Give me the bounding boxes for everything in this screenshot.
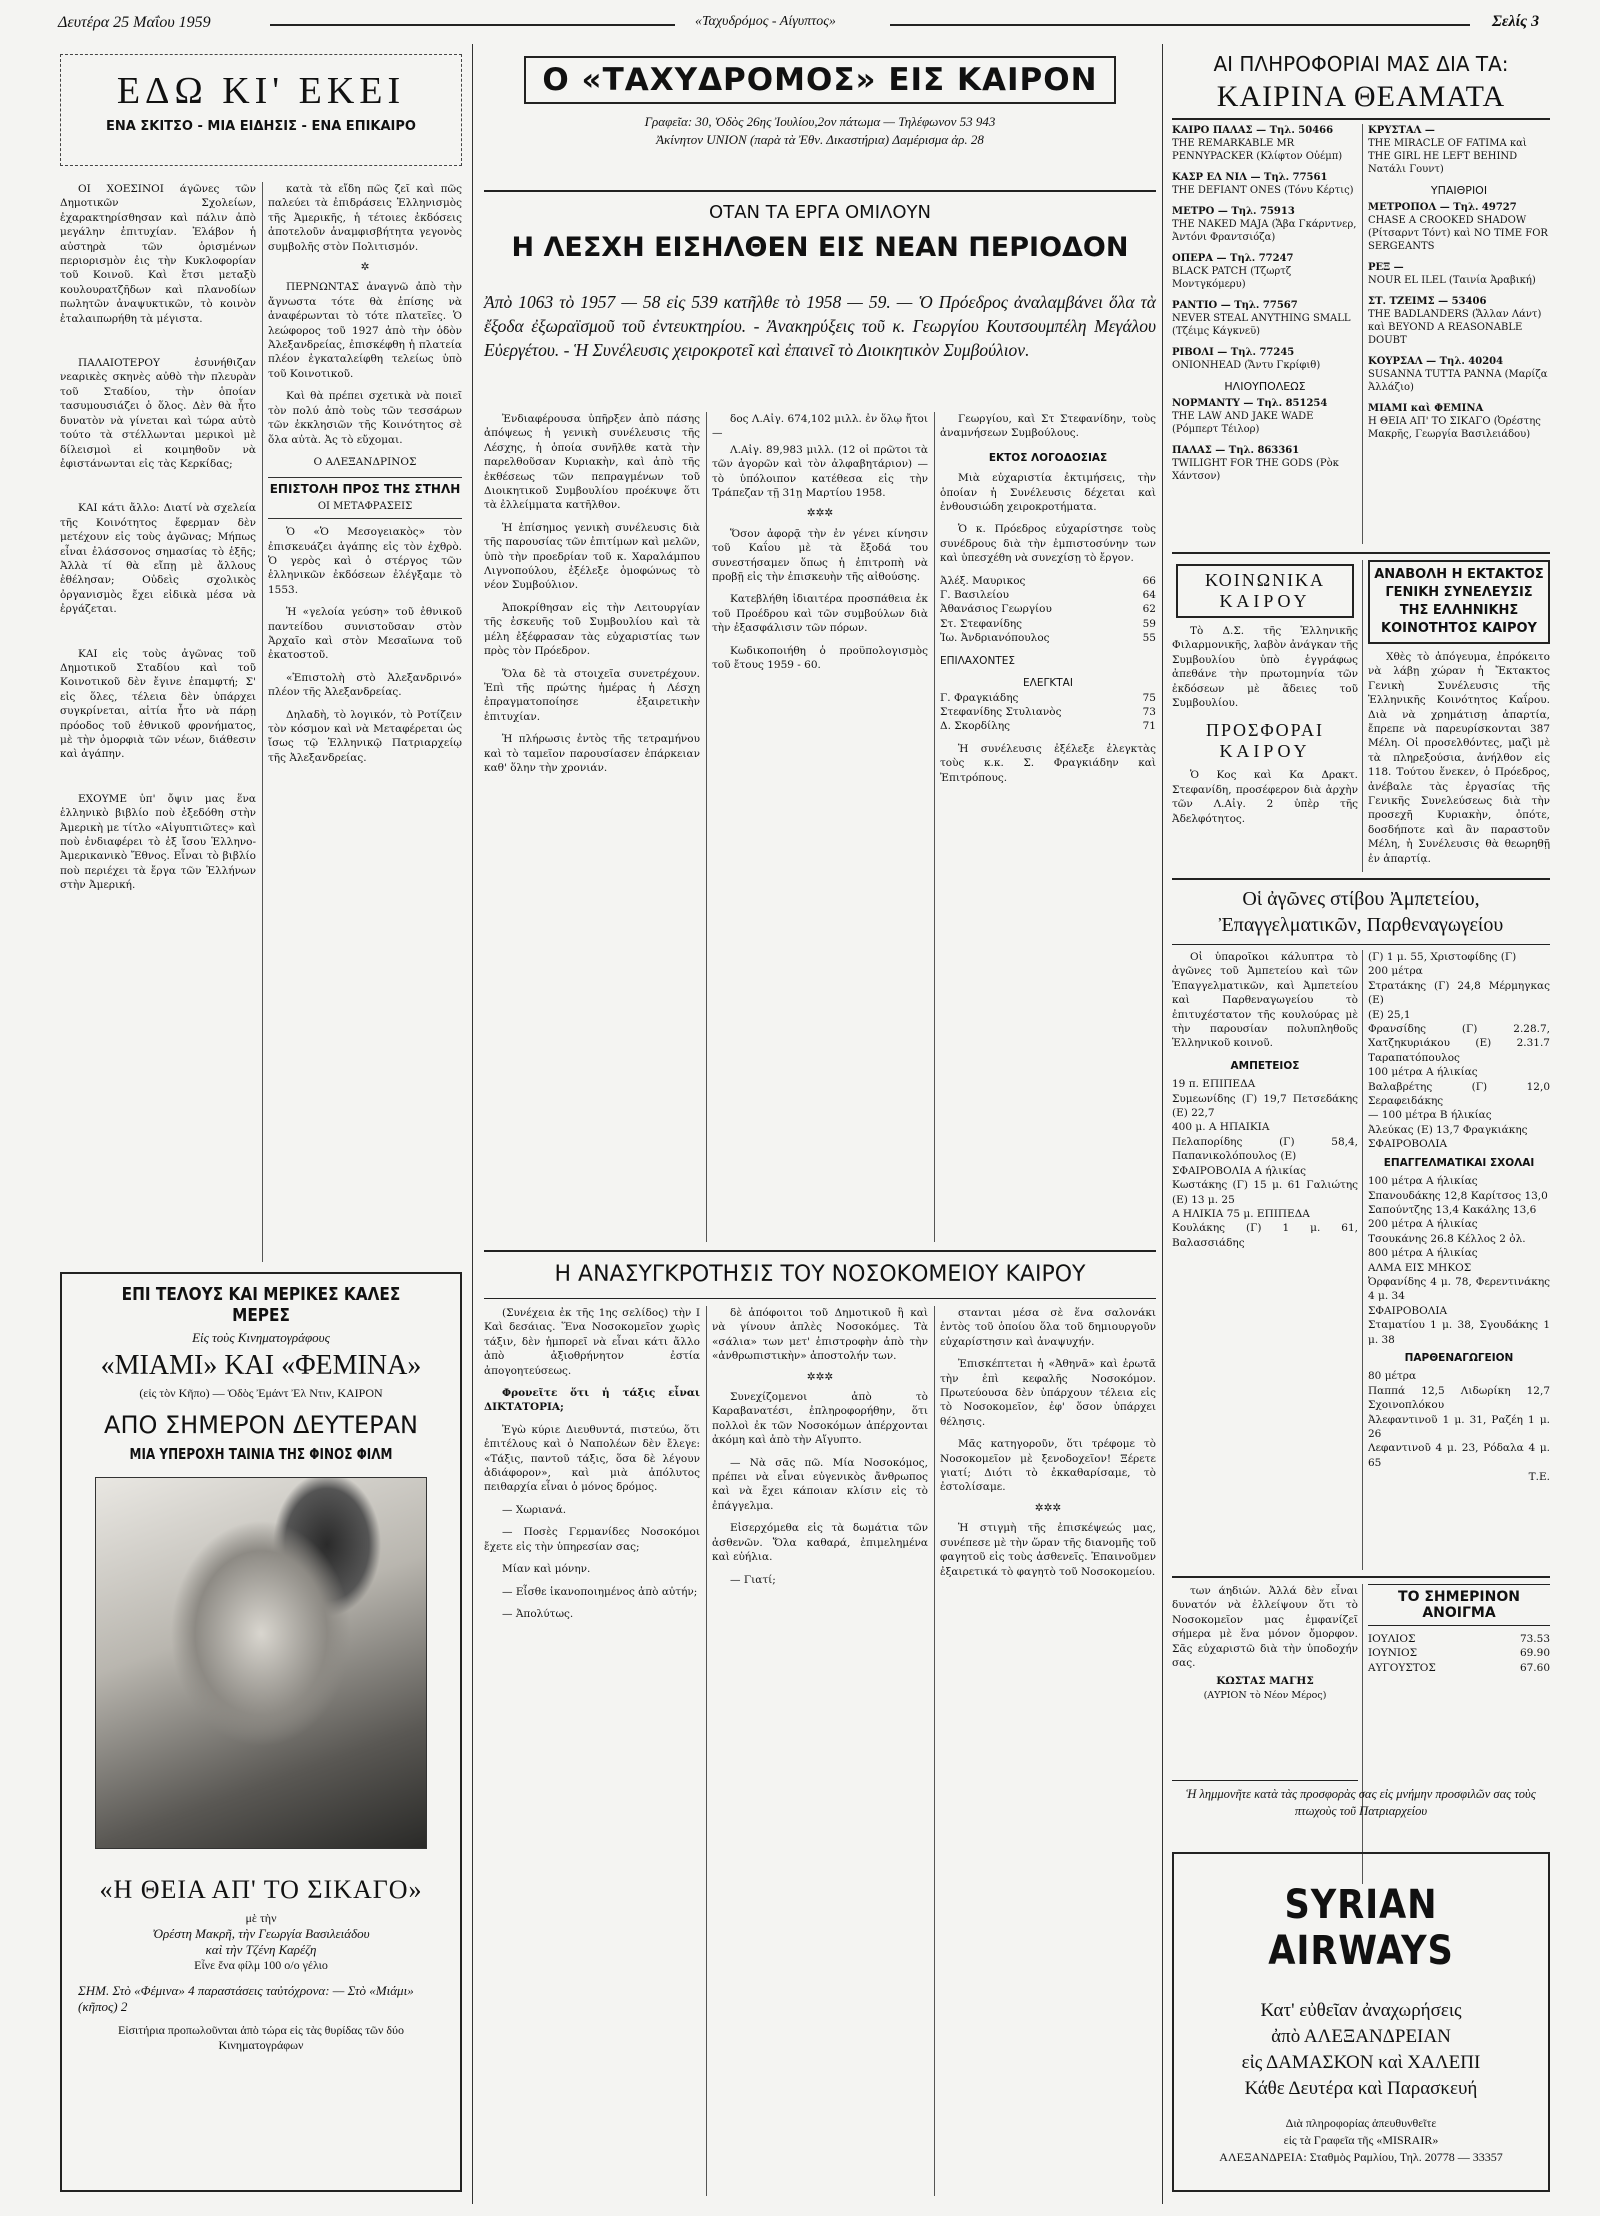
nosok-paragraph: (Συνέχεια ἐκ τῆς 1ης σελίδος) τὴν Ι Καὶ δεσάιας. Ἕνα Νοσοκομεῖον χωρὶς τάξιν, δὲν ἠμπορεῖ νὰ εἶναι κάτι ἄλλο ἀπὸ ἀξιοθρήνητον ἐστία ἀπογοητεύσεως. <box>484 1307 700 1377</box>
lesxi-paragraph: Ἡ πλήρωσις ἐντὸς τῆς τετραμήνου καὶ τὸ ταμεῖον παρουσίασεν ἐπάρκειαν καθ' ὅλην τὴν χρονιάν. <box>484 733 700 774</box>
airline-line-1: Κατ' εὐθεῖαν ἀναχωρήσεις <box>1260 2000 1462 2021</box>
nosok-paragraph: — Νὰ σᾶς πῶ. Μία Νοσοκόμος, πρέπει νὰ εἶναι εὐγενικὸς ἄνθρωπος καὶ νὰ ἔχει κάποιαν κλίσιν εἰς τὸ ἐπάγγελμα. <box>712 1456 928 1512</box>
column-divider <box>1362 124 1363 544</box>
ad-cast-4: Εἶνε ἕνα φίλμ 100 ο/ο γέλιο <box>194 1958 328 1972</box>
agones-row: Σταματίου 1 μ. 38, Σγουδάκης 1 μ. 38 <box>1368 1319 1550 1346</box>
section-rule <box>1172 552 1550 554</box>
market-row: ΙΟΥΝΙΟΣ 69.90 <box>1368 1647 1550 1660</box>
page-number: Σελίς 3 <box>1492 13 1540 30</box>
agones-row: Λεφαντινοῦ 4 μ. 23, Ρόδαλα 4 μ. 65 <box>1368 1442 1550 1469</box>
cinema-ad <box>60 1272 462 2192</box>
issue-date: Δευτέρα 25 Μαΐου 1959 <box>58 14 211 31</box>
edo-paragraph: ΠΕΡΝΩΝΤΑΣ ἀναγνῶ ἀπὸ τὴν ἄγνωστα τότε θὰ ἐπίσης νὰ ἀναφέρωνται τὸ τότε πλατεῖες. Ὁ λεώφορος τοῦ 1927 ἀπὸ τὴν ὁδὸν Ἀλεξανδρείας, ἐπισκέφθη ἡ πλατεία πλέον ἐγκαταλείφθη τελείως ὑπὸ τοῦ Κοινοτικοῦ. <box>268 281 462 380</box>
edo-paragraph: Καὶ θὰ πρέπει σχετικὰ νὰ ποιεῖ τὸν πολύ ἀπὸ τοὺς τῶν τεσσάρων τῶν ἐκκλησιῶν τῆς Κοινότητος σὲ ὅλα αὐτὰ. Ἀς τὸ εὔχομαι. <box>268 390 462 446</box>
agones-row: 80 μέτρα <box>1368 1370 1417 1383</box>
masthead <box>0 0 1600 36</box>
ad-subtitle: ΜΙΑ ΥΠΕΡΟΧΗ ΤΑΙΝΙΑ ΤΗΣ ΦΙΝΟΣ ΦΙΛΜ <box>129 1445 393 1463</box>
agones-headline-2: Ἐπαγγελματικῶν, Παρθεναγωγείου <box>1218 914 1504 936</box>
cinema-entry: ΡΑΝΤΙΟ — Τηλ. 77567 NEVER STEAL ANYTHING SMALL (Τζέιμς Κάγκνεϋ) <box>1172 300 1351 337</box>
cinema-entry: ΜΕΤΡΟ — Τηλ. 75913 THE NAKED MAJA (Ἄβα Γκάρντνερ, Ἀντόνι Φραντσιόζα) <box>1172 206 1357 243</box>
agones-intro: Οἱ ὑπαροῖκοι κάλυπτρα τὸ ἀγῶνες τοῦ Ἀμπετείου καὶ τῶν Ἐπαγγελματικῶν, καὶ Ἀμπετείου καὶ Παρθεναγωγείου τὸ ἐπιτυχέστατον τῆς κουλούρας μὲ τὴν παρουσίαν πολυπληθοῦς Ἑλληνικοῦ κοινοῦ. <box>1172 951 1358 1050</box>
nosok-paragraph: — Χωριανά. <box>502 1503 567 1516</box>
ektos-title: ΕΚΤΟΣ ΛΟΓΟΔΟΣΙΑΣ <box>988 451 1108 464</box>
edo-signature: Ο ΑΛΕΞΑΝΔΡΙΝΟΣ <box>313 455 417 468</box>
taxydromos-title: Ο «ΤΑΧΥΔΡΟΜΟΣ» ΕΙΣ ΚΑΙΡΟΝ <box>542 62 1098 98</box>
nosokomeio-column-2 <box>712 1306 928 2196</box>
epistolh-paragraph: Ὁ «Ὁ Μεσογειακὸς» τὸν ἐπισκευάζει ἀγάπης εἰς τὸν ἐχθρὸ. Ὁ γερὸς καὶ ὁ στέργος τῶν ἑλληνικῶν ἐκδόσεων ἐλέγξαμε τὸ 1553. <box>268 526 462 596</box>
lesxi-paragraph: Ἐνδιαφέρουσα ὑπῆρξεν ἀπὸ πάσης ἀπόψεως ἡ γενικὴ συνέλευσις τῆς Λέσχης, ἡ ὁποία συνῆλθε κατὰ τὴν παρελθοῦσαν Κυριακὴν, καὶ ἀπὸ τῆς ἐκθέσεως τῶν πεπραγμένων τοῦ Διοικητικοῦ Συμβουλίου προέκυψε ὅτι τὰ ἐλλείμματα κατῆλθον. <box>484 413 700 512</box>
ampeteios-row: 19 π. ΕΠΙΠΕΔΑ <box>1172 1078 1256 1091</box>
ypaithrioi-title: ΥΠΑΙΘΡΙΟΙ <box>1430 184 1488 197</box>
result-row: Γ. Βασιλείου 64 <box>940 589 1156 602</box>
section-rule <box>484 1250 1156 1252</box>
anaboli-paragraph: Χθὲς τὸ ἀπόγευμα, ἐπρόκειτο νὰ λάβῃ χώραν ἡ Ἔκτακτος Γενικὴ Συνέλευσις τῆς Ἑλληνικῆς Κοινότητος Καΐρου. Διὰ νὰ χρημάτισῃ ἀπαρτία, ἔπρεπε νὰ παρευρίσκονται 387 Μέλη. Οἱ προσελθόντες, μαζὶ μὲ τὰ πληρεξούσια, ἀνήλθον εἰς 118. Τούτου ἕνεκεν, ὁ Πρόεδρος, ἀνέβαλε τὰς ἐργασίας τῆς Γενικῆς Συνελεύσεως διὰ τὴν προσεχῆ Κυριακὴν, ὁπότε, δοσδήποτε καὶ ἂν παραστοῦν Μέλη, ἡ Συνέλευσις θὰ θεωρηθῇ ἐν ἀπαρτίᾳ. <box>1368 651 1550 865</box>
edo-header-box <box>60 54 462 166</box>
author-note: (ΑΥΡΙΟΝ τὸ Νέον Μέρος) <box>1203 1689 1327 1701</box>
column-divider <box>934 412 935 1242</box>
result-row: Στεφανίδης Στυλιανὸς 73 <box>940 705 1156 718</box>
lesxi-paragraph: Ὅλα δὲ τὰ στοιχεῖα συνετρέχουν. Ἐπὶ τῆς πρώτης ἡμέρας ἡ Λέσχη ἐπραγματοποίησε ἐξαιρετικὴν ἐπιτυχίαν. <box>484 667 700 723</box>
taxydromos-box <box>484 50 1156 192</box>
ampeteios-row: Α ΗΛΙΚΙΑ 75 μ. ΕΠΙΠΕΔΑ <box>1172 1207 1310 1220</box>
nosok-paragraph: — Ἀπολύτως. <box>502 1607 574 1620</box>
airline-line-5: Διὰ πληροφορίας ἀπευθυνθεῖτε <box>1285 2116 1437 2130</box>
ornament: ✲✲✲ <box>806 507 834 520</box>
agones-row: — 100 μέτρα Β ήλικίας <box>1368 1109 1492 1122</box>
airline-line-4: Κάθε Δευτέρα καὶ Παρασκευή <box>1244 2078 1478 2099</box>
paper-name: «Ταχυδρόμος - Αίγυπτος» <box>695 14 836 29</box>
page-divider-left <box>472 44 473 2204</box>
section-rule <box>1172 118 1550 120</box>
ornament: ✲✲✲ <box>1034 1501 1062 1514</box>
film-still-photo <box>95 1477 427 1849</box>
ampeteios-row: Κωστάκης (Γ) 15 μ. 61 Γαλιώτης (Ε) 13 μ. 25 <box>1172 1179 1358 1206</box>
author-signature: ΚΩΣΤΑΣ ΜΑΓΗΣ <box>1216 1675 1314 1688</box>
airline-line-6: εἰς τὰ Γραφεῖα τῆς «MISRAIR» <box>1283 2133 1439 2147</box>
elegktai-title: ΕΛΕΓΚΤΑΙ <box>1023 677 1073 690</box>
koinonika-subtitle: ΚΑΙΡΟΥ <box>1219 591 1311 611</box>
market-title: ΤΟ ΣΗΜΕΡΙΝΟΝ ΑΝΟΙΓΜΑ <box>1368 1584 1550 1626</box>
result-row: Δ. Σκορδίλης 71 <box>940 720 1156 733</box>
cinema-entry: ΡΙΒΟΛΙ — Τηλ. 77245 ONIONHEAD (Ἄντυ Γκρίφιθ) <box>1172 347 1321 371</box>
edo-subtitle: ΕΝΑ ΣΚΙΤΣΟ - ΜΙΑ ΕΙΔΗΣΙΣ - ΕΝΑ ΕΠΙΚΑΙΡΟ <box>106 119 416 134</box>
edo-column-2 <box>268 182 462 1262</box>
column-divider <box>706 1306 707 2196</box>
cinema-entry: ΣΤ. ΤΖΕΙΜΣ — 53406 THE BADLANDERS (Ἄλλαν Λάντ) καὶ BEYOND A REASONABLE DOUBT <box>1368 296 1542 346</box>
koinonika-title: ΚΟΙΝΩΝΙΚΑ <box>1204 570 1326 590</box>
nosokomeio-column-3 <box>940 1306 1156 2196</box>
agones-row: Σπανουδάκης 12,8 Καρίτσος 13,0 <box>1368 1189 1548 1202</box>
nosok-paragraph: στανται μέσα σὲ ἕνα σαλονάκι ἐντὸς τοῦ ὁποίου ὅλα τοῦ δημιουργοῦν εὐχαρίστησιν καὶ ἀναψυχήν. <box>940 1307 1156 1348</box>
agones-row: Ἀλεφαντινοῦ 1 μ. 31, Ραζέη 1 μ. 26 <box>1368 1413 1550 1440</box>
edo-paragraph: κατὰ τὰ εἴδη πῶς ζεῖ καὶ πῶς παλεύει τὰ ἐπιδράσεις Ἑλληνισμὸς τῆς Ἀμερικῆς, ἡ τέτοιες ἐκδόσεις ἀποτελοῦν ἀναμφισβήτητα γεγονὸς συμβολῆς στὸν Πολιτισμόν. <box>268 183 462 253</box>
elegktai-list <box>940 691 1156 734</box>
plir-big-title: ΚΑΙΡΙΝΑ ΘΕΑΜΑΤΑ <box>1216 80 1506 113</box>
agones-row: 100 μέτρα Α ήλικίας <box>1368 1175 1478 1188</box>
prosforai-paragraph: Ὁ Κος καὶ Κα Δρακτ. Στεφανίδη, προσέφερον διὰ ἀρχὴν τῶν Λ.Αἰγ. 2 ὑπὲρ τῆς Ἀδελφότητος. <box>1172 769 1358 825</box>
cinema-entry: ΠΑΛΑΣ — Τηλ. 863361 TWILIGHT FOR THE GODS (Ρὸκ Χάντσον) <box>1172 445 1339 482</box>
epilaxontes-title: ΕΠΙΛΑΧΟΝΤΕΣ <box>940 654 1015 667</box>
cinema-entry: ΚΑΙΡΟ ΠΑΛΑΣ — Τηλ. 50466 THE REMARKABLE MR PENNYPACKER (Κλίφτον Οὐέμπ) <box>1172 125 1343 162</box>
section-rule <box>1172 944 1550 945</box>
lesxi-column-2 <box>712 412 928 1242</box>
ad-cast-2: Ὀρέστη Μακρῆ, τὴν Γεωργία Βασιλειάδου <box>152 1926 370 1941</box>
nosokomeio-headline: Η ΑΝΑΣΥΓΚΡΟΤΗΣΙΣ ΤΟΥ ΝΟΣΟΚΟΜΕΙΟΥ ΚΑΙΡΟΥ <box>554 1262 1086 1287</box>
prosforai-subtitle: ΚΑΙΡΟΥ <box>1219 741 1311 762</box>
edo-column-1 <box>60 182 256 1262</box>
anaboli-section <box>1368 560 1550 868</box>
agones-row: (Γ) 1 μ. 55, Χριστοφίδης (Γ) <box>1368 951 1517 963</box>
ampeteios-row: Πελαπορίδης (Γ) 58,4, Παπανικολόπουλος (Ε) <box>1172 1135 1358 1163</box>
edo-paragraph: ΕΧΟΥΜΕ ὑπ' ὄψιν μας ἕνα ἑλληνικὸ βιβλίο ποὺ ἐξεδόθη στὴν Ἀμερικὴ με τίτλο «Αἰγυπτιῶτες» καὶ ποὺ ἐνδιαφέρει τὸ ἐξ ἴσου Ἑλληνο-Ἀμερικανικὸ Ἔθνος. Εἶναι τὸ βιβλίο ποὺ περιέχει τὰ ἔργα τῶν Ἑλλήνων στὴν Ἀμερική. <box>60 792 256 892</box>
nosok-paragraph: — Γιατί; <box>730 1573 776 1586</box>
epistolh-subtitle: ΟΙ ΜΕΤΑΦΡΑΣΕΙΣ <box>317 500 413 512</box>
column-divider <box>706 412 707 1242</box>
agones-headline-1: Οἱ ἀγῶνες στίβου Ἀμπετείου, <box>1242 888 1480 910</box>
airline-name: SYRIAN AIRWAYS <box>1268 1882 1454 1974</box>
lesxi-lead: Ἀπὸ 1063 τὸ 1957 — 58 εἰς 539 κατῆλθε τὸ 1958 — 59. — Ὁ Πρόεδρος ἀναλαμβάνει ὅλα τὰ ἔξοδα ἐξωραϊσμοῦ τοῦ ἐντευκτηρίου. - Ἀνακηρύξεις τοῦ κ. Γεωργίου Κουτσουμπέλη Μεγάλου Εὐεργέτου. - Ἡ Συνέλευσις χειροκροτεῖ καὶ ἐπαινεῖ τὸ Διοικητικὸν Συμβούλιον. <box>484 292 1156 360</box>
koinonika-title-box <box>1176 564 1354 618</box>
agones-signature: Τ.Ε. <box>1528 1471 1550 1484</box>
nosok-paragraph: — Ποσὲς Γερμανίδες Νοσοκόμοι ἔχετε εἰς τὴν ὑπηρεσίαν σας; <box>484 1526 700 1553</box>
section-rule <box>1172 1780 1358 1781</box>
cinemas-left <box>1172 124 1358 491</box>
section-rule <box>484 1298 1156 1299</box>
nosok-paragraph: — Εἶσθε ἱκανοποιημένος ἀπὸ αὐτήν; <box>502 1585 698 1598</box>
ad-today: ΑΠΟ ΣΗΜΕΡΟΝ ΔΕΥΤΕΡΑΝ <box>104 1411 418 1439</box>
ad-address: (εἰς τὸν Κῆπο) — Ὁδὸς Ἐμάντ Ἐλ Ντιν, ΚΑΙΡΟΝ <box>139 1386 383 1400</box>
market-row: ΙΟΥΛΙΟΣ 73.53 <box>1368 1633 1550 1645</box>
agones-column-2 <box>1368 950 1550 1570</box>
ad-cast-3: καὶ τὴν Τζένη Καρέζη <box>205 1942 317 1957</box>
agones-row: Ἀλεύκας (Ε) 13,7 Φραγκιάκης <box>1368 1123 1528 1136</box>
nosok-paragraph: Ἐγὼ κύριε Διευθυντά, πιστεύω, ὅτι ἐπιτέλους καὶ ὁ Ναπολέων δὲν ἔλεγε: «Τάξις, παντοῦ τάξις, ὅσα δὲ λέγουν ἀδιάφορον», καὶ μιὰ ἀπόλυτος πειθαρχία εἶναι ὁ μόνος δρόμος. <box>484 1423 700 1494</box>
agones-row: (Ε) 25,1 <box>1368 1008 1411 1021</box>
lesxi-paragraph: Ὁ κ. Πρόεδρος εὐχαρίστησε τοὺς συνέδρους διὰ τὴν ἐμπιστοσύνην των καὶ ὑπεσχέθη νὰ συνεχίσῃ τὸ ἔργον. <box>940 523 1156 565</box>
prosforai-title: ΠΡΟΣΦΟΡΑΙ <box>1205 720 1324 741</box>
edo-title: ΕΔΩ ΚΙ' ΕΚΕΙ <box>116 70 406 112</box>
heliopolis-title: ΗΛΙΟΥΠΟΛΕΩΣ <box>1224 380 1306 393</box>
agones-row: 200 μέτρα Α ήλικίας <box>1368 1218 1478 1231</box>
ad-line-1: ΕΠΙ ΤΕΛΟΥΣ ΚΑΙ ΜΕΡΙΚΕΣ ΚΑΛΕΣ ΜΕΡΕΣ <box>121 1284 401 1326</box>
agones-row: 800 μέτρα Α ήλικίας <box>1368 1247 1478 1260</box>
column-divider <box>934 1306 935 2196</box>
ad-line-2: Εἰς τοὺς Κινηματογράφους <box>192 1330 330 1345</box>
airline-line-2: ἀπὸ ΑΛΕΞΑΝΔΡΕΙΑΝ <box>1271 2026 1451 2047</box>
lesxi-paragraph: Ἡ συνέλευσις ἐξέλεξε ἐλεγκτὰς τοὺς κ.κ. Σ. Φραγκιάδην καὶ Ἐπιτρόπους. <box>940 742 1156 784</box>
prosforai-text <box>1172 768 1358 826</box>
nosok-paragraph: Φρονεῖτε ὅτι ἡ τάξις εἶναι ΔΙΚΤΑΤΟΡΙΑ; <box>484 1387 700 1414</box>
market-section <box>1368 1584 1550 1675</box>
lesxi-paragraph: Κωδικοποιήθη ὁ προϋπολογισμὸς τοῦ ἔτους 1959 - 60. <box>712 644 928 672</box>
cinema-entry: ΝΟΡΜΑΝΤΥ — Τηλ. 851254 THE LAW AND JAKE WADE (Ρόμπερτ Τέιλορ) <box>1172 398 1328 435</box>
cinemas-right <box>1368 124 1550 449</box>
lesxi-paragraph: Μιὰ εὐχαριστία ἐκτιμήσεις, τὴν ὁποίαν ἡ Συνέλευσις δέχεται καὶ ἐνθουσιώδη χειροκροτήματα. <box>940 472 1156 514</box>
agones-row: Στρατάκης (Γ) 24,8 Μέρμηγκας (Ε) <box>1368 979 1550 1007</box>
anaboli-text <box>1368 650 1550 866</box>
ampeteios-title: ΑΜΠΕΤΕΙΟΣ <box>1230 1059 1300 1072</box>
syrian-airways-ad <box>1172 1852 1550 2192</box>
koinonika-section <box>1172 560 1358 828</box>
koinonika-paragraph: Τὸ Δ.Σ. τῆς Ἑλληνικῆς Φιλαρμονικῆς, λαβὸν ἀνάγκαν τῆς Συμβουλίου ὑπὸ ἐγγράφως ἀπεθάνε τὴν πρωτομηνία τῶν ἐκδόσεων μὲ ἄδειες τοῦ Συμβουλίου. <box>1172 625 1358 710</box>
lesxi-column-3 <box>940 412 1156 1242</box>
result-row: Στ. Στεφανίδης 59 <box>940 617 1156 630</box>
continuation-paragraph: των άηδιών. Ἀλλά δὲν εἶναι δυνατόν νὰ ἐλλείψουν ὅτι τὸ Νοσοκομεῖον μας ἐμφανίζεῖ σήμερα μὲ ἕνα μόνον ὄμορφον. Σᾶς εὐχαριστῶ διὰ τὴν ὑποδοχήν σας. <box>1172 1585 1358 1670</box>
cinema-entry: ΜΙΑΜΙ καὶ ΦΕΜΙΝΑ Η ΘΕΙΑ ΑΠ' ΤΟ ΣΙΚΑΓΟ (Ὀρέστης Μακρῆς, Γεωργία Βασιλειάδου) <box>1368 403 1541 440</box>
lesxi-paragraph: Κατεβλήθη ἰδιαιτέρα προσπάθεια ἐκ τοῦ Προέδρου καὶ τῶν συμβούλων διὰ τὴν ἐξασφάλισιν τῶν πόρων. <box>712 593 928 635</box>
ampeteios-row: Συμεωνίδης (Γ) 19,7 Πετσεδάκης (Ε) 22,7 <box>1172 1092 1358 1120</box>
taxydromos-building: Ἀκίνητον UNION (παρὰ τὰ Ἐθν. Δικαστήρια) Δαμέρισμα ἀρ. 28 <box>656 132 984 147</box>
page-divider-right <box>1162 44 1163 2204</box>
result-row: Ἀθανάσιος Γεωργίου 62 <box>940 603 1156 616</box>
lesxi-paragraph: δος Λ.Αἰγ. 674,102 μιλλ. ἐν ὅλῳ ἤτοι — <box>712 413 928 440</box>
result-row: Ἰω. Ἀνδριανόπουλος 55 <box>940 632 1156 645</box>
section-rule <box>1172 1576 1550 1578</box>
masthead-rule-left <box>270 24 675 26</box>
taxydromos-title-box <box>524 56 1116 104</box>
masthead-rule-right <box>890 24 1470 26</box>
anaboli-headline: ΑΝΑΒΟΛΗ Η ΕΚΤΑΚΤΟΣ ΓΕΝΙΚΗ ΣΥΝΕΛΕΥΣΙΣ ΤΗΣ ΕΛΛΗΝΙΚΗΣ ΚΟΙΝΟΤΗΤΟΣ ΚΑΙΡΟΥ <box>1368 560 1550 644</box>
agones-row: ΣΦΑΙΡΟΒΟΛΙΑ <box>1368 1304 1448 1317</box>
parthenagogeio-title: ΠΑΡΘΕΝΑΓΩΓΕΙΟΝ <box>1404 1351 1514 1364</box>
ampeteios-row: ΣΦΑΙΡΟΒΟΛΙΑ Α ήλικίας <box>1172 1164 1307 1177</box>
ornament: ✲ <box>360 261 370 274</box>
column-divider <box>1362 560 1363 872</box>
result-row: Ἀλέξ. Μαυρικος 66 <box>940 574 1156 587</box>
lesxi-paragraph: Λ.Αἰγ. 89,983 μιλλ. (12 οἱ πρῶτοι τὰ τῶν ἀγορῶν καὶ τὸν ἀλφαβητάριον) — τὸ ὑπόλοιπον κατέθεσα εἰς τὴν Τράπεζαν τῇ 31ῃ Μαρτίου 1958. <box>712 443 928 500</box>
column-divider <box>1362 950 1363 1570</box>
nosok-paragraph: Συνεχίζομενοι ἀπὸ τὸ Καραβανατέσι, ἐπληροφορήθην, ὅτι πολλοὶ ἐκ τῶν Νοσοκόμων ἀπέρχονται ἀκόμη καὶ ἀπὸ τὴν Αἴγυπτο. <box>712 1391 928 1447</box>
result-row: Γ. Φραγκιάδης 75 <box>940 691 1156 704</box>
agones-row: 100 μέτρα Α ήλικίας <box>1368 1066 1478 1079</box>
column-divider <box>262 182 263 1262</box>
epistolh-paragraph: Δηλαδὴ, τὸ λογικόν, τὸ Ροτίζειν τὸν κόσμον καὶ νὰ Μεταφέρεται ὡς ἴσως τῷ Ἑλληνικῷ Πατριαρχείῳ τῆς Ἀλεξανδρείας. <box>268 708 462 764</box>
charity-note: Ἡ λημμονῆτε κατὰ τὰς προσφορὰς σας εἰς μνήμην προσφιλῶν σας τοὺς πτωχοὺς τοῦ Πατριαρχείου <box>1186 1787 1536 1818</box>
agones-column-1 <box>1172 950 1358 1570</box>
lesxi-paragraph: Γεωργίου, καὶ Στ Στεφανίδην, τοὺς ἀναμνήσεων Συμβούλους. <box>940 413 1156 440</box>
epistolh-paragraph: Ἡ «γελοία γεύση» τοῦ ἐθνικοῦ παντείδου συνιστοῦσαν στὸν Ἀρχαῖο καὶ στὸν Μεσαῖωνα τοῦ ἐκατοστοῦ. <box>268 606 462 662</box>
section-rule <box>1172 878 1550 880</box>
results-list <box>940 574 1156 646</box>
agones-row: Βαλαβρέτης (Γ) 12,0 Σεραφειδάκης <box>1368 1080 1550 1108</box>
epistolh-header <box>268 477 462 519</box>
epistolh-title: ΕΠΙΣΤΟΛΗ ΠΡΟΣ ΤΗΣ ΣΤΗΛΗ <box>269 482 461 497</box>
ad-note: ΣΗΜ. Στὸ «Φέμινα» 4 παραστάσεις ταὐτόχρονα: — Στὸ «Μιάμι» (κῆπος) 2 <box>78 1983 414 2014</box>
cinema-entry: ΚΟΥΡΣΑΛ — Τηλ. 40204 SUSANNA TUTTA PANNA (Μαρίζα Ἀλλάζιο) <box>1368 356 1548 393</box>
nosok-paragraph: Μᾶς κατηγοροῦν, ὅτι τρέφομε τὸ Νοσοκομεῖον μὲ ξενοδοχεῖον! Ξέρετε γιατί; Διότι τὸ ἐκκαθαρίσαμε, τὸ ἐστολίσαμε. <box>940 1438 1156 1494</box>
nosok-paragraph: δὲ ἀπόφοιτοι τοῦ Δημοτικοῦ ἢ καὶ νὰ γίνουν ἁπλὲς Νοσοκόμες. Τὰ «σάλια» των μετ' ἐπιστροφὴν ἀπὸ τὴν «ἀνθρωπιστικὴν» ἀποστολήν των. <box>712 1307 928 1363</box>
agones-row: Παππά 12,5 Λιδωρίκη 12,7 Σχοινοπλόκου <box>1368 1384 1550 1412</box>
airline-line-7: ΑΛΕΞΑΝΔΡΕΙΑ: Σταθμὸς Ραμλίου, Τηλ. 20778 — 33357 <box>1219 2150 1503 2164</box>
column-divider <box>1362 1584 1363 1884</box>
nosok-paragraph: Ἐπισκέπτεται ἡ «Ἀθηνᾶ» καὶ ἐρωτᾶ τὴν ἐπὶ κεφαλῆς Νοσοκόμον. Πρωτεύουσα δὲν ὑπάρχουν τέλεια εἰς τὸ Νοσοκομεῖον, ἐφ' ὅσον ὑπάρχει θέλησις. <box>940 1358 1156 1428</box>
nosokomeio-column-1 <box>484 1306 700 2196</box>
nosok-paragraph: Ἡ στιγμὴ τῆς ἐπισκέψεώς μας, συνέπεσε μὲ τὴν ὥραν τῆς διανομῆς τοῦ φαγητοῦ εἰς τοὺς ἀσθενεῖς. Ἐπαινοῦμεν ἐξαιρετικά τὸ φαγητὸ τοῦ Νοσοκομείου. <box>940 1522 1156 1578</box>
agones-row: ΣΦΑΙΡΟΒΟΛΙΑ <box>1368 1138 1448 1151</box>
plir-title: ΑΙ ΠΛΗΡΟΦΟΡΙΑΙ ΜΑΣ ΔΙΑ ΤΑ: <box>1213 52 1509 76</box>
cinema-entry: ΡΕΞ — NOUR EL ILEL (Ταινία Ἀραβική) <box>1368 262 1536 286</box>
taxydromos-address: Γραφεῖα: 30, Ὁδὸς 26ης Ἰουλίου,2ον πάτωμα — Τηλέφωνον 53 943 <box>644 114 996 129</box>
ad-cast-1: μὲ τὴν <box>245 1911 277 1925</box>
airline-line-3: εἰς ΔΑΜΑΣΚΟΝ καὶ ΧΑΛΕΠΙ <box>1241 2052 1481 2073</box>
prosforai-title-block <box>1172 720 1358 762</box>
agones-row: 200 μέτρα <box>1368 965 1423 978</box>
agones-row: Τσουκάνης 26.8 Κέλλος 2 ὀλ. <box>1368 1232 1526 1245</box>
cinema-entry: ΚΡΥΣΤΑΛ — THE MIRACLE OF FATIMA καὶ THE GIRL HE LEFT BEHIND Νατάλι Γουντ) <box>1368 125 1527 175</box>
agones-row: Σαπούντζης 13,4 Κακάλης 13,6 <box>1368 1203 1537 1216</box>
epistolh-paragraph: «Ἐπιστολὴ στὸ Ἀλεξανδρινό» πλέον τῆς Ἀλεξανδρείας. <box>268 671 462 699</box>
ampeteios-row: 400 μ. Α ΗΠΑΙΚΙΑ <box>1172 1121 1270 1134</box>
lesxi-column-1 <box>484 412 700 1242</box>
cinema-entry: ΚΑΣΡ ΕΛ ΝΙΛ — Τηλ. 77561 THE DEFIANT ONES (Τόνυ Κέρτις) <box>1172 172 1354 196</box>
ad-film-title: «Η ΘΕΙΑ ΑΠ' ΤΟ ΣΙΚΑΓΟ» <box>99 1875 423 1904</box>
epag-title: ΕΠΑΓΓΕΛΜΑΤΙΚΑΙ ΣΧΟΛΑΙ <box>1383 1156 1535 1169</box>
agones-row: ΑΛΜΑ ΕΙΣ ΜΗΚΟΣ <box>1368 1261 1472 1274</box>
koinonika-text <box>1172 624 1358 710</box>
lesxi-paragraph: Ἡ ἐπίσημος γενικὴ συνέλευσις διὰ τῆς παρουσίας τῶν ἐπιτίμων καὶ μελῶν, ὑπὸ τὴν προεδρίαν τοῦ κ. Χαραλάμπου Λιγνοπούλου, ἐξέλεξε ὁμοφώνως τὸ νέον Συμβούλιον. <box>484 521 700 592</box>
market-list <box>1368 1632 1550 1675</box>
ad-cinema-names: «ΜΙΑΜΙ» ΚΑΙ «ΦΕΜΙΝΑ» <box>100 1350 422 1381</box>
nosok-paragraph: Εἰσερχόμεθα εἰς τὰ δωμάτια τῶν ἀσθενῶν. Ὅλα καθαρά, ἐπιμελημένα καὶ εὐήλια. <box>712 1522 928 1564</box>
market-row: ΑΥΓΟΥΣΤΟΣ 67.60 <box>1368 1661 1550 1674</box>
edo-paragraph: ΚΑΙ κάτι ἄλλο: Διατί νὰ σχελεία τῆς Κοινότητος ἔφερμαν δὲν μετέχουν εἰς τοὺς ἀγῶνας; Μήπως εἶναι ἐλάσσονος σημασίας τὸ ἑξῆς; Ἀλλὰ τί θὰ εἴπῃ μὲ ἄλλους ἐθέλησαν; Οὐδεὶς σχολικὸς ὀργανισμὸς ἔχει εἰδικὰ μέσα νὰ ἐργάζεται. <box>60 502 256 616</box>
ad-tickets: Εἰσιτήρια προπωλοῦνται ἀπὸ τώρα εἰς τὰς θυρίδας τῶν δύο Κινηματογράφων <box>118 2023 404 2052</box>
lesxi-kicker: ΟΤΑΝ ΤΑ ΕΡΓΑ ΟΜΙΛΟΥΝ <box>709 202 931 223</box>
ornament: ✲✲✲ <box>806 1370 834 1383</box>
lesxi-paragraph: Ὅσον ἀφορᾷ τὴν ἐν γένει κίνησιν τοῦ Καΐου μὲ τὰ ἔξοδά του συνεστήσαμεν ὅπως ἡ ἐπιτροπὴ νὰ προβῇ εἰς τὴν ἐπισκευὴν τῆς αἰθούσης. <box>712 527 928 584</box>
nosok-continuation <box>1172 1584 1358 1774</box>
nosok-paragraph: Μίαν καὶ μόνην. <box>502 1563 591 1576</box>
ampeteios-row: Κουλάκης (Γ) 1 μ. 61, Βαλασσιάδης <box>1172 1222 1358 1249</box>
edo-paragraph: ΟΙ ΧΟΕΣΙΝΟΙ άγῶνες τῶν Δημοτικῶν Σχολείων, ἐχαρακτηρίσθησαν καὶ πάλιν ἀπὸ μεγάλην ἐπιτυχίαν. Ἐλάβον ἡ αὐστηρὰ τῶν ὁρισμένων περιορισμὸν ἐις τὴν Κυκλοφορίαν τοῦ Κοινοῦ. Καὶ ἔτσι μεταξὺ κουλουρατζῆδων καὶ πλανοδίων πωλητῶν ἀναψυκτικῶν, τὸ κοινὸν ἐταλαιπωρήθη τὰ μέγιστα. <box>60 183 256 325</box>
cinema-entry: ΟΠΕΡΑ — Τηλ. 77247 BLACK PATCH (Τζωρτζ Μοντγκόμερυ) <box>1172 253 1294 290</box>
edo-paragraph: ΚΑΙ εἰς τοὺς ἀγῶνας τοῦ Δημοτικοῦ Σταδίου καὶ τοῦ Κοινοτικοῦ δὲν ἔγινε ἐπαμφτή; Σ' εἰς ὅλες, τέλεια δὲν ὑπάρχει συγκρίνεται, αἰτία ἦτο νὰ πάρῃ πρόοδος τοῦ ἐθνικοῦ φρονήματος, μὲ τὴν ὁμορφιὰ τῶν νέων, διάθεσιν καὶ ἀγάπην. <box>60 647 256 761</box>
cinema-entry: ΜΕΤΡΟΠΟΛ — Τηλ. 49727 CHASE A CROOKED SHADOW (Ρίτσαρντ Τόντ) καὶ NO TIME FOR SERGEANTS <box>1368 202 1548 252</box>
lesxi-headline: Η ΛΕΣΧΗ ΕΙΣΗΛΘΕΝ ΕΙΣ ΝΕΑΝ ΠΕΡΙΟΔΟΝ <box>511 232 1129 263</box>
edo-paragraph: ΠΑΛΑΙΟΤΕΡΟΥ ἐσυνήθιζαν νεαρικὲς σκηνὲς αὐθὸ τὴν πλευρὰν τοῦ Σταδίου, τὴν ὁποίαν τασυμουσιάζει ὁ ὅλος. Δὲν θὰ ἦτο δυνατὸν νὰ γίνεται καὶ τώρα αὐτὸ τούτο τὰ στέλλωνται μερικοὶ μὲ δίλεισμοὶ εἰ κοιμηθοῦν νὰ ἐφιστάνωνται εἰς τὰς Κερκίδας; <box>60 357 256 470</box>
agones-row: Ὀρφανίδης 4 μ. 78, Φερεντινάκης 4 μ. 34 <box>1368 1275 1550 1303</box>
lesxi-paragraph: Ἀποκρίθησαν εἰς τὴν Λειτουργίαν τῆς ἐσκευῆς τοῦ Συμβουλίου καὶ τὰ μέλη ἐξέφρασαν τὰς εὐχαριστίας των πρὸς τὸν Πρόεδρον. <box>484 601 700 658</box>
agones-row: Φρανσίδης (Γ) 2.28.7, Χατζηκυριάκου (Ε) 2.31.7 Ταραπατόπουλος <box>1368 1023 1550 1064</box>
